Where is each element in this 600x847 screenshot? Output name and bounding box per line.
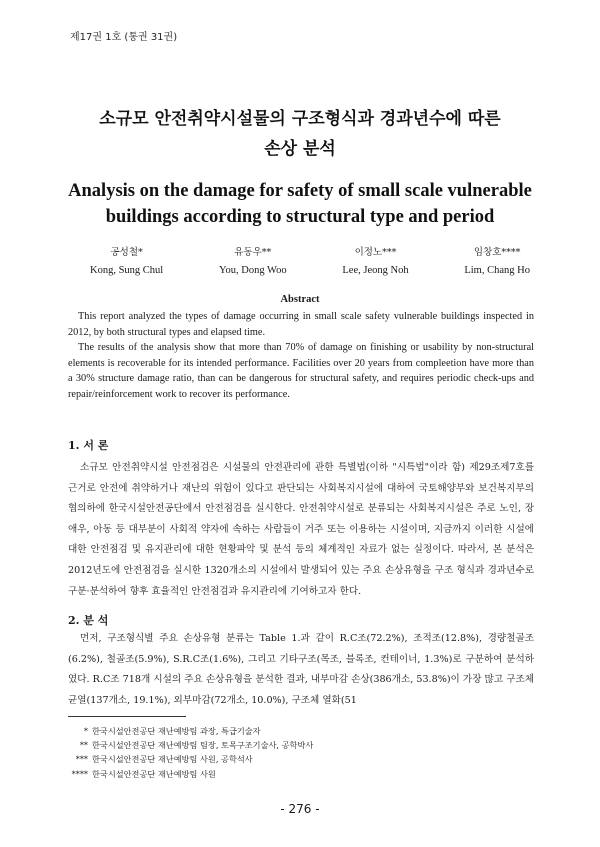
english-title-line-2: buildings according to structural type and period	[105, 207, 495, 227]
author-korean-name: 공성철*	[110, 247, 143, 258]
author-korean-name: 이정노***	[354, 247, 397, 258]
section-2-heading: 2. 분 석	[68, 614, 109, 627]
author-english-name: Lee, Jeong Noh	[342, 265, 409, 276]
footnote-mark: ***	[75, 754, 88, 765]
abstract-body	[68, 309, 534, 403]
footnote-mark: **	[79, 740, 88, 751]
footnote-mark: *	[83, 726, 88, 736]
page-number: - 276 -	[280, 802, 320, 816]
section-2-body	[68, 629, 534, 711]
abstract-paragraph-1: This report analyzed the types of damage occurring in small scale safety vulnerable buildings inspected in 2012, by both structural types and elapsed time.	[68, 311, 534, 338]
english-title-line-1: Analysis on the damage for safety of small scale vulnerable	[68, 181, 532, 201]
footnote-2	[68, 738, 313, 752]
author-list	[90, 244, 530, 280]
abstract-paragraph-2: The results of the analysis show that more than 70% of damage on finishing or usability by non-structural elements is recoverable for its intended performance. Facilities over 20 years from compleetion have more than a 30% structure damage ratio, than can be dangerous for structural safety, and requires periodic check-ups and repair/reinforcement work to recover its performance.	[68, 342, 534, 400]
footnote-text: 한국시설안전공단 재난예방팀 과장, 특급기술자	[92, 726, 261, 736]
author-2	[219, 244, 287, 280]
author-korean-name: 유동우**	[234, 247, 272, 258]
footnotes	[68, 724, 313, 781]
footnote-divider	[68, 716, 186, 717]
footnote-4	[68, 767, 313, 781]
footnote-3	[68, 752, 313, 766]
footnote-1	[68, 724, 313, 738]
author-english-name: Lim, Chang Ho	[464, 265, 530, 276]
footnote-text: 한국시설안전공단 재난예방팀 사원, 공학석사	[92, 754, 253, 765]
abstract-heading: Abstract	[280, 294, 320, 305]
korean-title-line-1: 소규모 안전취약시설물의 구조형식과 경과년수에 따른	[99, 109, 501, 129]
footnote-mark: ****	[71, 768, 88, 779]
korean-title-line-2: 손상 분석	[264, 139, 336, 159]
running-head: 제17권 1호 (통권 31권)	[70, 32, 178, 43]
korean-title	[40, 104, 560, 164]
footnote-text: 한국시설안전공단 재난예방팀 팀장, 토목구조기술사, 공학박사	[92, 740, 314, 751]
section-1-body	[68, 458, 534, 602]
author-3	[342, 244, 408, 280]
author-english-name: You, Dong Woo	[218, 265, 287, 276]
section-1-paragraph: 소규모 안전취약시설 안전점검은 시설물의 안전관리에 관한 특별법(이하 "시특법"이라 함) 제29조제7호를 근거로 안전에 취약하거나 재난의 위험이 있다고 판단되는 사회복지시설에 대하여 국토해양부와 보건복지부의 협의하에 한국시설안전공단에서 안전점검을 실시한다. 안전취약시설로 분류되는 사회복지시설은 주로 노인, 장애우, 아동 등 대부분이 사회적 약자에 속하는 사람들이 거주 또는 이용하는 시설이며, 지금까지 이러한 시설에 대한 안전점검 및 유지관리에 대한 현황파악 및 분석 등의 체계적인 자료가 없는 실정이다. 따라서, 본 분석은 2012년도에 안전점검을 실시한 1320개소의 시설에서 발생되어 있는 주요 손상유형을 구조 형식과 경과년수로 구분·분석하여 향후 효율적인 안전점검과 유지관리에 기여하고자 한다.	[68, 462, 534, 597]
author-english-name: Kong, Sung Chul	[90, 265, 164, 276]
section-1-heading: 1. 서 론	[68, 439, 109, 452]
author-1	[90, 244, 163, 280]
footnote-text: 한국시설안전공단 재난예방팀 사원	[92, 768, 216, 779]
author-4	[464, 244, 530, 280]
english-title	[40, 178, 560, 230]
section-2-paragraph: 먼저, 구조형식별 주요 손상유형 분류는 Table 1.과 같이 R.C조(72.2%), 조적조(12.8%), 경량철골조(6.2%), 철골조(5.9%), S.R.C조(1.6%), 그리고 기타구조(목조, 블록조, 컨테이너, 1.3%)로 구분하여 분석하였다. R.C조 718개 시설의 주요 손상유형을 분석한 결과, 내부마감 손상(386개소, 53.8%)이 가장 많고 구조체 균열(137개소, 19.1%), 외부마감(72개소, 10.0%), 구조체 열화(51	[68, 633, 534, 706]
author-korean-name: 임창호****	[473, 247, 521, 258]
